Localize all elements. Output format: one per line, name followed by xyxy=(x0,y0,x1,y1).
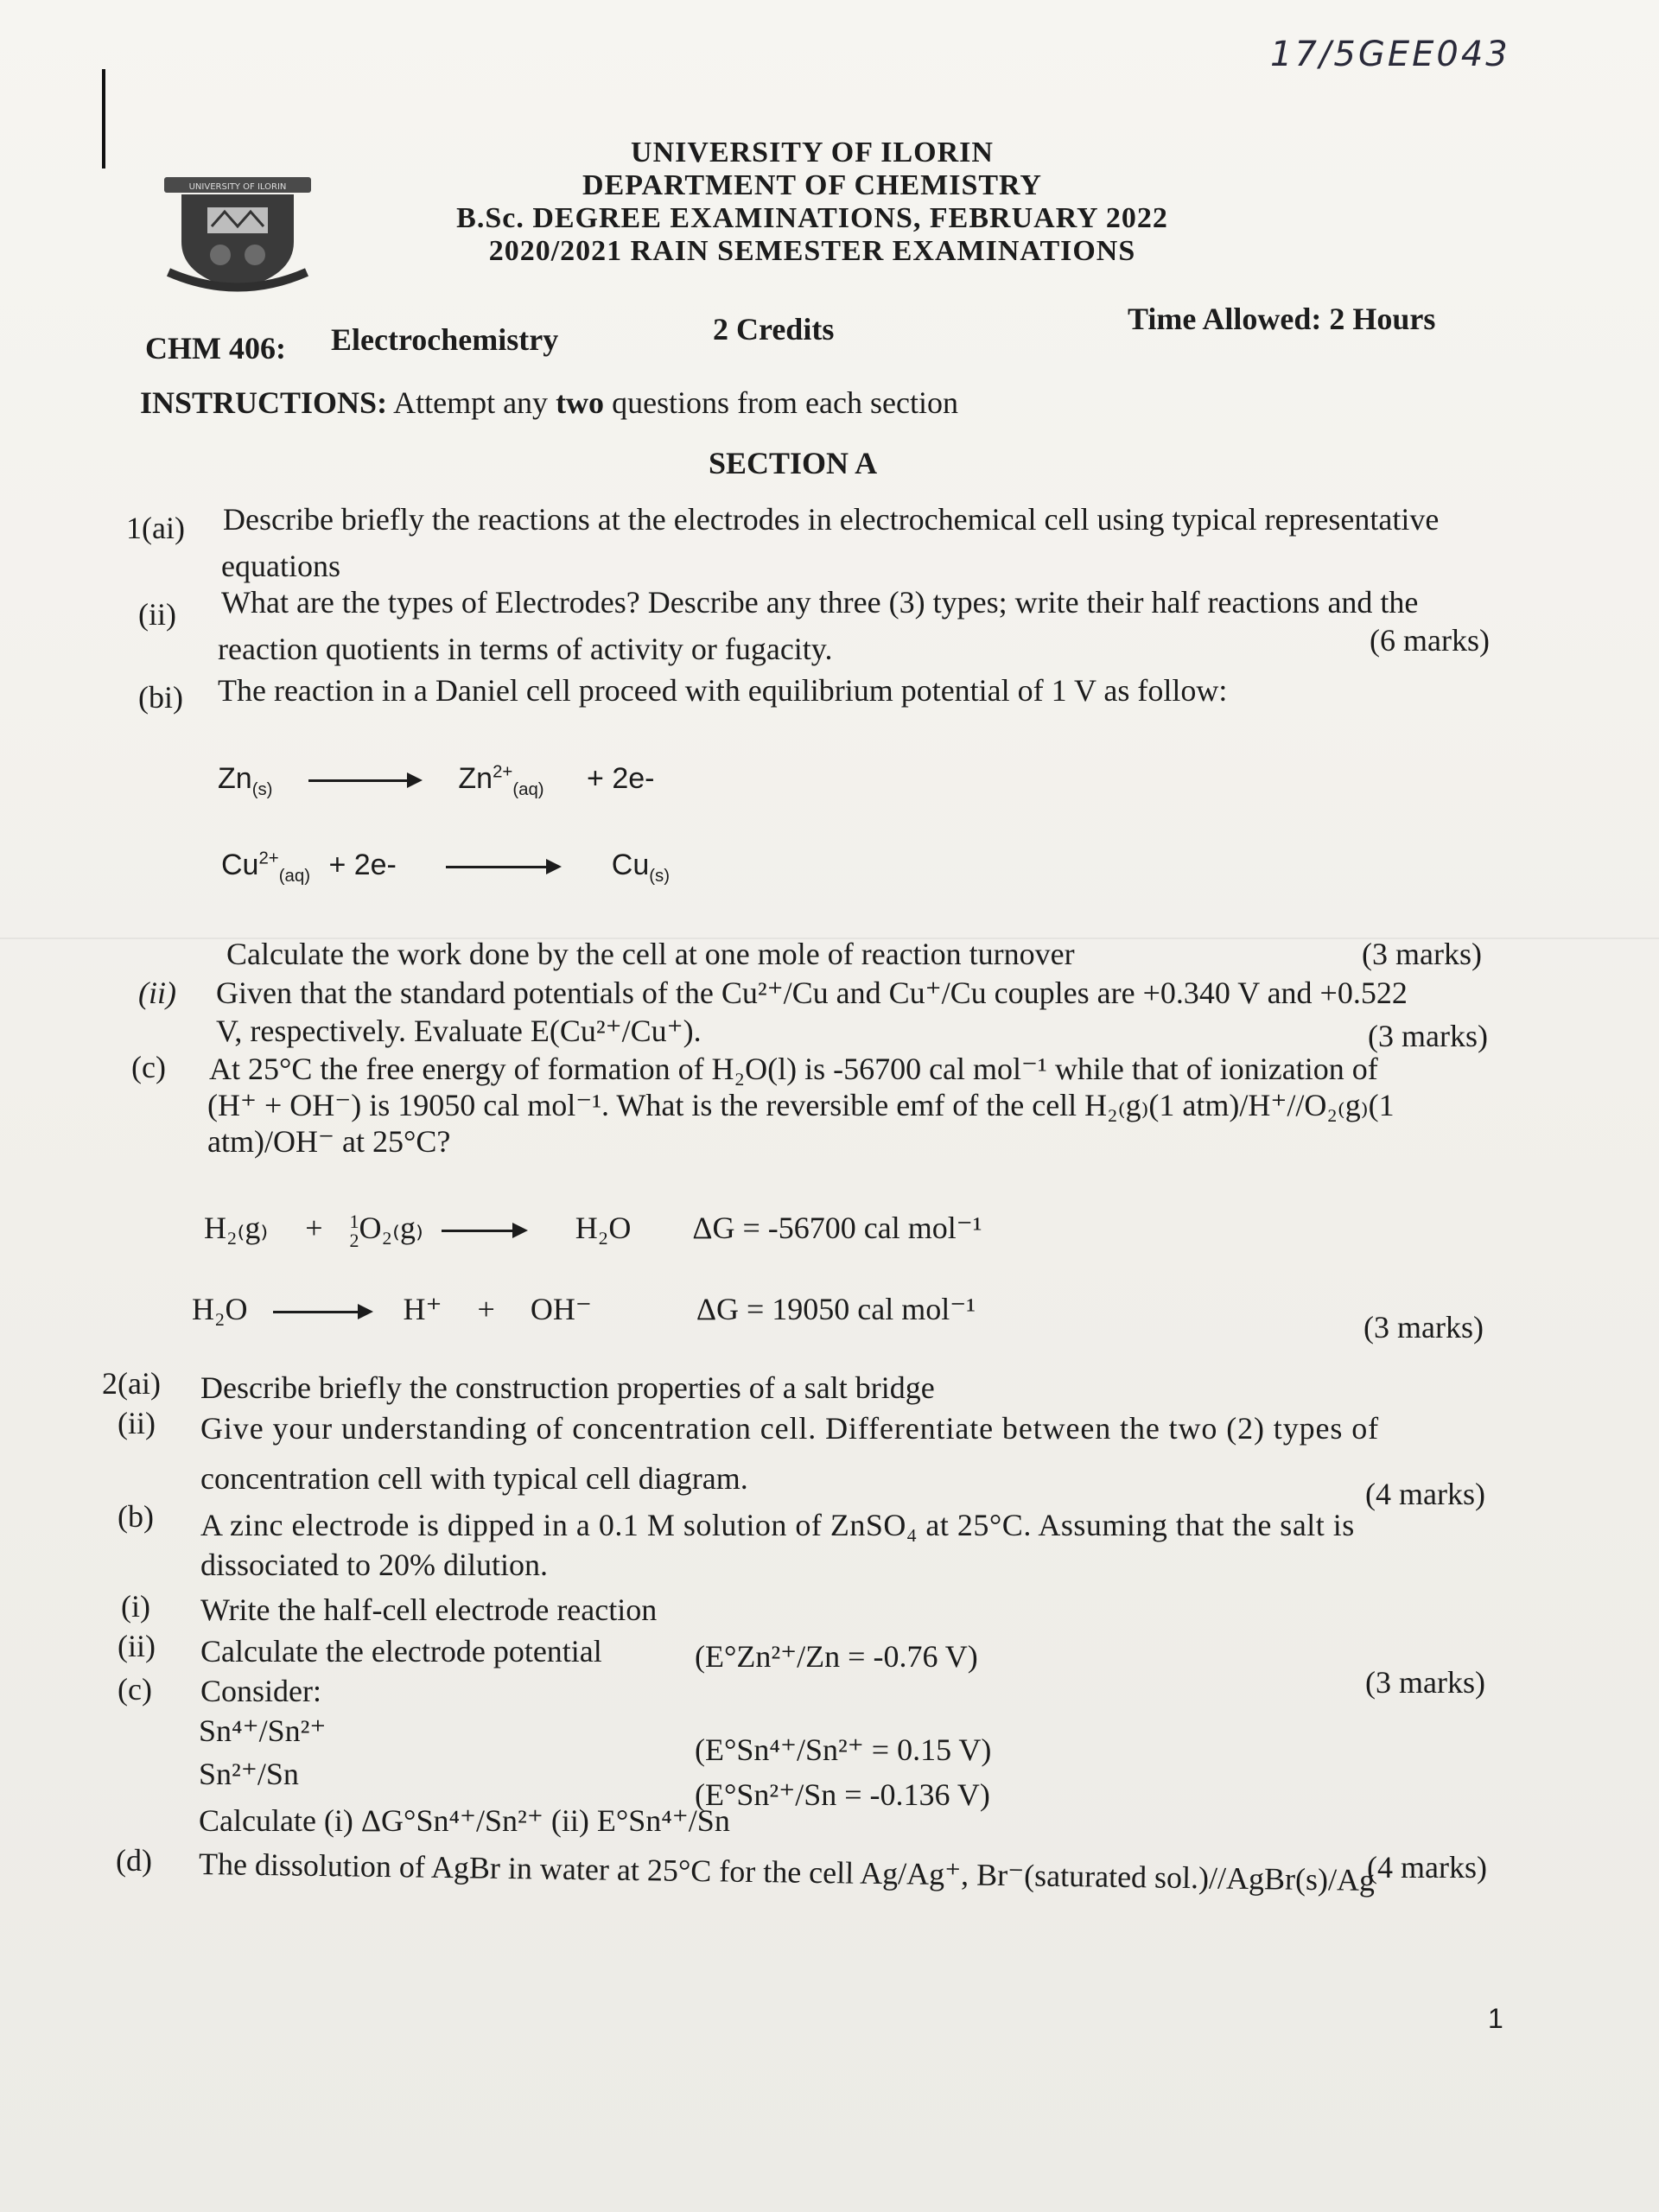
reaction-water-ionization xyxy=(192,1291,976,1327)
r2-right-sub: (s) xyxy=(649,866,671,886)
q1-c-marks: (3 marks) xyxy=(1363,1310,1484,1344)
exam-title: B.Sc. DEGREE EXAMINATIONS, FEBRUARY 2022 xyxy=(456,202,1168,234)
reaction-zn xyxy=(218,762,654,800)
q1-calc-line: Calculate the work done by the cell at one mole of reaction turnover xyxy=(226,937,1075,971)
r1-left: Zn xyxy=(218,762,252,795)
e1-plus: + xyxy=(305,1211,323,1245)
logo-text: UNIVERSITY OF ILORIN xyxy=(188,182,287,192)
q2-d-marks: (4 marks) xyxy=(1367,1850,1487,1885)
reaction-water-formation xyxy=(204,1210,982,1250)
instructions xyxy=(140,385,958,421)
q2-ii-label: (ii) xyxy=(118,1406,156,1440)
university-crest-logo xyxy=(160,173,315,294)
q2-b-label: (b) xyxy=(118,1499,154,1534)
q1-c-line3: atm)/OH⁻ at 25°C? xyxy=(207,1124,451,1159)
e1-o2: O₂₍g₎ xyxy=(359,1211,423,1245)
q1-b2-label: (ii) xyxy=(138,976,176,1010)
q2-b-line2: dissociated to 20% dilution. xyxy=(200,1548,548,1582)
q1-bi-line: The reaction in a Daniel cell proceed with equilibrium potential of 1 V as follow: xyxy=(218,673,1228,708)
q2-ii-marks: (4 marks) xyxy=(1365,1477,1485,1511)
e2-oh: OH⁻ xyxy=(530,1292,592,1326)
margin-mark xyxy=(102,69,105,168)
e2-left: H₂O xyxy=(192,1292,248,1326)
q1-ai-line2: equations xyxy=(221,549,340,583)
instructions-bold: two xyxy=(556,385,605,420)
q1-bi-label: (bi) xyxy=(138,680,183,715)
q1-calc-marks: (3 marks) xyxy=(1362,937,1482,971)
handwritten-note: 17/5GEE043 xyxy=(1270,35,1510,74)
q2-c-label: (c) xyxy=(118,1672,152,1707)
e2-h: H⁺ xyxy=(403,1292,442,1326)
e2-arrow-icon xyxy=(273,1311,370,1313)
q1-ai-line1: Describe briefly the reactions at the electrodes in electrochemical cell using typical representative xyxy=(223,502,1440,537)
q2-d-line: The dissolution of AgBr in water at 25°C for the cell Ag/Ag⁺, Br⁻(saturated sol.)//AgBr(s)/Ag xyxy=(198,1847,1376,1898)
q2-c-eq2: (E°Sn²⁺/Sn = -0.136 V) xyxy=(695,1777,990,1812)
r1-left-sub: (s) xyxy=(251,779,273,799)
semester-title: 2020/2021 RAIN SEMESTER EXAMINATIONS xyxy=(488,235,1136,267)
q1-ii-line1: What are the types of Electrodes? Describe any three (3) types; write their half reactions and the xyxy=(221,585,1419,620)
q2-c-eq1: (E°Sn⁴⁺/Sn²⁺ = 0.15 V) xyxy=(695,1732,992,1767)
q2-d-label: (d) xyxy=(116,1843,152,1878)
q2-c-couple2: Sn²⁺/Sn xyxy=(199,1757,299,1791)
q1-b2-line1: Given that the standard potentials of the Cu²⁺/Cu and Cu⁺/Cu couples are +0.340 V and +0.522 xyxy=(216,976,1408,1010)
course-title: Electrochemistry xyxy=(331,322,559,357)
university-name: UNIVERSITY OF ILORIN xyxy=(631,137,994,168)
q1-c-line1: At 25°C the free energy of formation of H₂O(l) is -56700 cal mol⁻¹ while that of ionization of xyxy=(209,1052,1378,1086)
q2-bii-line: Calculate the electrode potential xyxy=(200,1634,602,1669)
q2-c-marks: (3 marks) xyxy=(1365,1665,1485,1700)
r1-extra: + 2e- xyxy=(587,762,655,795)
instructions-pre: Attempt any xyxy=(393,385,549,420)
one-half-fraction: 1 2 xyxy=(349,1210,359,1251)
section-a-title: SECTION A xyxy=(709,446,878,480)
course-credits: 2 Credits xyxy=(713,312,835,346)
q1-c-line2: (H⁺ + OH⁻) is 19050 cal mol⁻¹. What is the reversible emf of the cell H₂₍g₎(1 atm)/H⁺//O₂₍g₎(1 xyxy=(207,1088,1395,1122)
q1-b2-marks: (3 marks) xyxy=(1368,1019,1488,1053)
r2-left: Cu xyxy=(221,849,259,881)
q2-ai-line: Describe briefly the construction properties of a salt bridge xyxy=(200,1370,935,1405)
q2-bii-label: (ii) xyxy=(118,1629,156,1663)
q2-ii-line2: concentration cell with typical cell diagram. xyxy=(200,1461,748,1496)
q1-ii-line2: reaction quotients in terms of activity or fugacity. xyxy=(218,632,833,666)
e1-arrow-icon xyxy=(442,1230,524,1232)
q2-bii-eq: (E°Zn²⁺/Zn = -0.76 V) xyxy=(695,1639,978,1674)
q2-c-line: Consider: xyxy=(200,1674,321,1708)
q1-b2-line2: V, respectively. Evaluate E(Cu²⁺/Cu⁺). xyxy=(216,1014,702,1048)
time-allowed: Time Allowed: 2 Hours xyxy=(1128,302,1436,336)
course-code: CHM 406: xyxy=(145,331,286,365)
r1-right: Zn xyxy=(458,762,493,795)
page-number: 1 xyxy=(1488,2003,1503,2034)
r2-left-sup: 2+ xyxy=(258,849,279,868)
q2-bi-label: (i) xyxy=(121,1589,150,1624)
instructions-label: INSTRUCTIONS: xyxy=(140,385,388,420)
e1-product: H₂O xyxy=(575,1211,632,1245)
q1-ii-marks: (6 marks) xyxy=(1370,623,1490,658)
q2-ai-label: 2(ai) xyxy=(102,1366,161,1401)
q1-ii-label: (ii) xyxy=(138,597,176,632)
q1-c-label: (c) xyxy=(131,1050,166,1084)
reaction-cu xyxy=(221,849,670,887)
r1-right-sup: 2+ xyxy=(493,762,513,782)
e2-dg: ΔG = 19050 cal mol⁻¹ xyxy=(696,1292,976,1326)
q2-c-couple1: Sn⁴⁺/Sn²⁺ xyxy=(199,1713,327,1748)
e1-h2: H₂₍g₎ xyxy=(204,1211,269,1245)
q2-ii-line1: Give your understanding of concentration cell. Differentiate between the two (2) types of xyxy=(200,1411,1379,1446)
r1-right-sub: (aq) xyxy=(512,779,544,799)
r2-arrow-icon xyxy=(446,866,558,868)
q1-ai-label: 1(ai) xyxy=(126,511,185,545)
r2-right: Cu xyxy=(611,849,650,881)
department-name: DEPARTMENT OF CHEMISTRY xyxy=(582,169,1042,201)
instructions-post: questions from each section xyxy=(612,385,958,420)
q2-b-line1: A zinc electrode is dipped in a 0.1 M solution of ZnSO₄ at 25°C. Assuming that the salt is xyxy=(200,1508,1355,1542)
r1-arrow-icon xyxy=(308,779,419,782)
r2-mid: + 2e- xyxy=(328,849,397,881)
e2-plus: + xyxy=(477,1292,495,1326)
e1-dg: ΔG = -56700 cal mol⁻¹ xyxy=(692,1211,982,1245)
r2-left-sub: (aq) xyxy=(278,866,310,886)
q2-c-calc: Calculate (i) ΔG°Sn⁴⁺/Sn²⁺ (ii) E°Sn⁴⁺/Sn xyxy=(199,1803,730,1838)
q2-bi-line: Write the half-cell electrode reaction xyxy=(200,1592,658,1627)
